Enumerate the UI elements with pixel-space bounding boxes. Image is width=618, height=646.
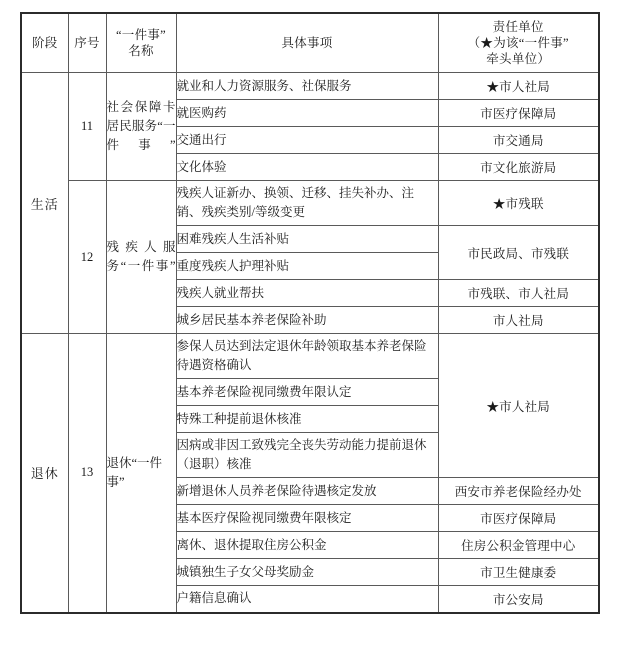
table-container <box>20 12 598 614</box>
column-header-item <box>176 13 438 73</box>
one-thing-matters-table <box>20 12 600 614</box>
column-header-name-line2: 名称 <box>128 44 154 58</box>
table-header-row <box>21 13 599 73</box>
matter-item-cell: 交通出行 <box>176 127 438 154</box>
column-header-unit-line1: 责任单位 <box>492 20 544 34</box>
table-row <box>21 181 599 226</box>
matter-item-cell: 基本养老保险视同缴费年限认定 <box>176 379 438 406</box>
column-header-unit-line3: 牵头单位） <box>486 52 551 66</box>
matter-name-cell: 残疾人服务“一件事” <box>106 181 176 334</box>
column-header-unit-line2: （★为该“一件事” <box>467 36 569 50</box>
matter-item-cell: 离休、退休提取住房公积金 <box>176 532 438 559</box>
column-header-stage <box>21 13 68 73</box>
matter-item-cell: 新增退休人员养老保险待遇核定发放 <box>176 478 438 505</box>
responsible-unit-cell: 市医疗保障局 <box>438 100 599 127</box>
column-header-name <box>106 13 176 73</box>
responsible-unit-cell: 市人社局 <box>438 307 599 334</box>
matter-name-cell: 社会保障卡居民服务“一件事” <box>106 73 176 181</box>
responsible-unit-cell: 市公安局 <box>438 586 599 613</box>
matter-item-cell: 残疾人证新办、换领、迁移、挂失补办、注销、残疾类别/等级变更 <box>176 181 438 226</box>
column-header-unit <box>438 13 599 73</box>
matter-item-cell: 因病或非因工致残完全丧失劳动能力提前退休（退职）核准 <box>176 433 438 478</box>
responsible-unit-cell: ★市人社局 <box>438 73 599 100</box>
stage-cell: 生活 <box>21 73 68 334</box>
matter-item-cell: 参保人员达到法定退休年龄领取基本养老保险待遇资格确认 <box>176 334 438 379</box>
responsible-unit-cell: 市民政局、市残联 <box>438 226 599 280</box>
responsible-unit-cell: 市交通局 <box>438 127 599 154</box>
matter-name-cell: 退休“一件事” <box>106 334 176 613</box>
responsible-unit-cell: 市医疗保障局 <box>438 505 599 532</box>
matter-item-cell: 就业和人力资源服务、社保服务 <box>176 73 438 100</box>
responsible-unit-cell: ★市人社局 <box>438 334 599 478</box>
matter-item-cell: 基本医疗保险视同缴费年限核定 <box>176 505 438 532</box>
responsible-unit-cell: 市文化旅游局 <box>438 154 599 181</box>
sequence-cell: 13 <box>68 334 106 613</box>
column-header-item-label: 具体事项 <box>281 36 333 50</box>
matter-item-cell: 文化体验 <box>176 154 438 181</box>
table-header <box>21 13 599 73</box>
matter-item-cell: 城乡居民基本养老保险补助 <box>176 307 438 334</box>
sequence-cell: 11 <box>68 73 106 181</box>
responsible-unit-cell: 住房公积金管理中心 <box>438 532 599 559</box>
matter-item-cell: 困难残疾人生活补贴 <box>176 226 438 253</box>
responsible-unit-cell: 市卫生健康委 <box>438 559 599 586</box>
matter-item-cell: 残疾人就业帮扶 <box>176 280 438 307</box>
column-header-sequence-label: 序号 <box>74 36 100 50</box>
matter-item-cell: 城镇独生子女父母奖励金 <box>176 559 438 586</box>
sequence-cell: 12 <box>68 181 106 334</box>
column-header-sequence <box>68 13 106 73</box>
table-body <box>21 73 599 613</box>
matter-item-cell: 特殊工种提前退休核准 <box>176 406 438 433</box>
matter-item-cell: 重度残疾人护理补贴 <box>176 253 438 280</box>
column-header-name-line1: “一件事” <box>115 28 167 42</box>
responsible-unit-cell: ★市残联 <box>438 181 599 226</box>
matter-item-cell: 户籍信息确认 <box>176 586 438 613</box>
column-header-stage-label: 阶段 <box>31 36 58 50</box>
stage-cell: 退休 <box>21 334 68 613</box>
responsible-unit-cell: 西安市养老保险经办处 <box>438 478 599 505</box>
table-row <box>21 73 599 100</box>
table-row <box>21 334 599 379</box>
responsible-unit-cell: 市残联、市人社局 <box>438 280 599 307</box>
matter-item-cell: 就医购药 <box>176 100 438 127</box>
